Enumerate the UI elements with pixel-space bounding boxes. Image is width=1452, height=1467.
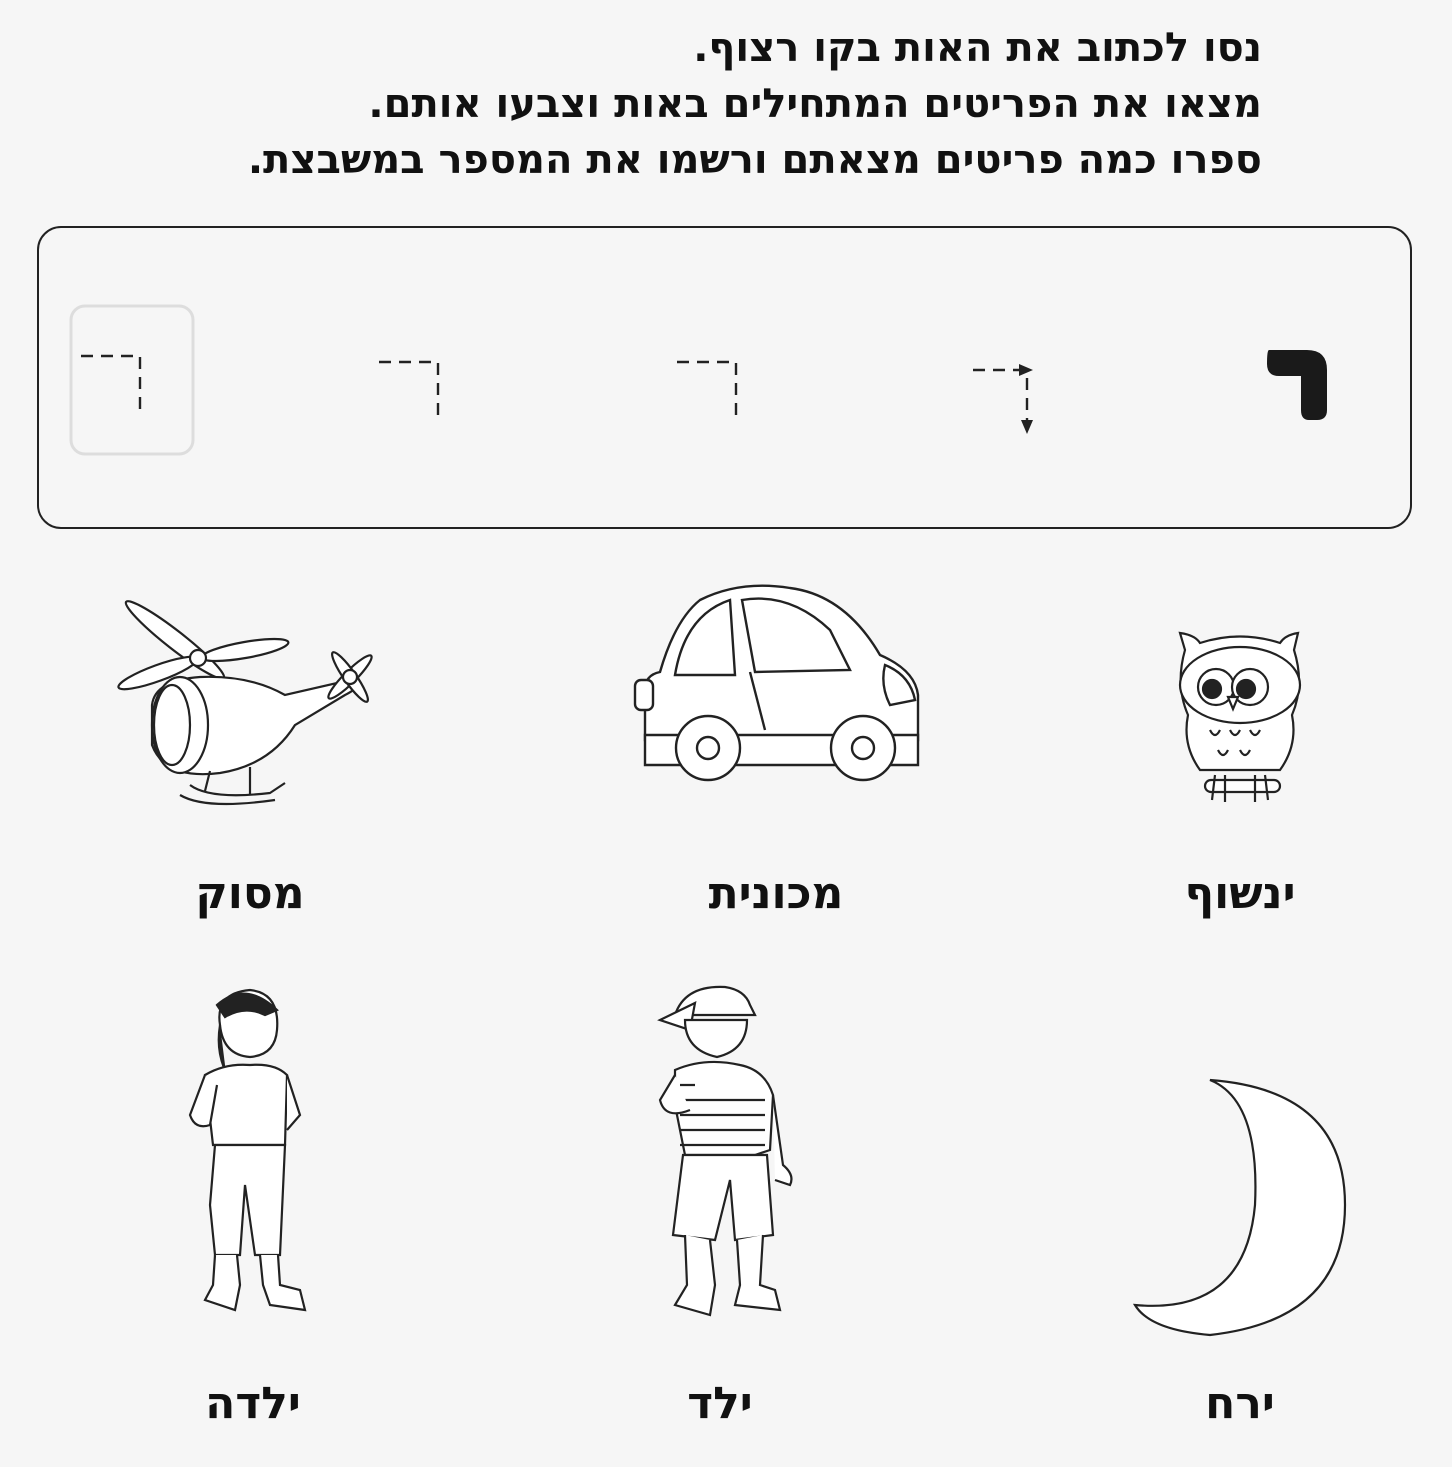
letter-tracing-box xyxy=(37,226,1412,529)
dotted-letter-resh-3[interactable] xyxy=(81,356,140,416)
label-helicopter: מסוק xyxy=(195,868,305,919)
guided-letter-resh[interactable] xyxy=(973,364,1033,434)
dotted-letter-resh-1[interactable] xyxy=(677,362,736,418)
model-letter-resh xyxy=(1267,350,1327,420)
label-moon: ירח xyxy=(1205,1378,1275,1429)
instruction-line-3: ספרו כמה פריטים מצאתם ורשמו את המספר במשבצת. xyxy=(247,137,1262,183)
moon-picture[interactable] xyxy=(1130,1070,1360,1340)
label-car: מכונית xyxy=(708,868,844,919)
owl-picture[interactable] xyxy=(1170,625,1310,810)
dotted-letter-resh-2[interactable] xyxy=(379,362,438,418)
instructions xyxy=(162,20,1262,188)
instruction-line-1: נסו לכתוב את האות בקו רצוף. xyxy=(693,25,1262,71)
car-picture[interactable] xyxy=(630,580,930,785)
boy-picture[interactable] xyxy=(655,985,805,1355)
girl-picture[interactable] xyxy=(175,985,325,1345)
helicopter-picture[interactable] xyxy=(110,595,390,815)
label-girl: ילדה xyxy=(205,1378,301,1429)
count-square[interactable] xyxy=(71,306,193,454)
instruction-line-2: מצאו את הפריטים המתחילים באות וצבעו אותם. xyxy=(368,81,1262,127)
label-owl: ינשוף xyxy=(1184,868,1296,919)
label-boy: ילד xyxy=(687,1378,753,1429)
